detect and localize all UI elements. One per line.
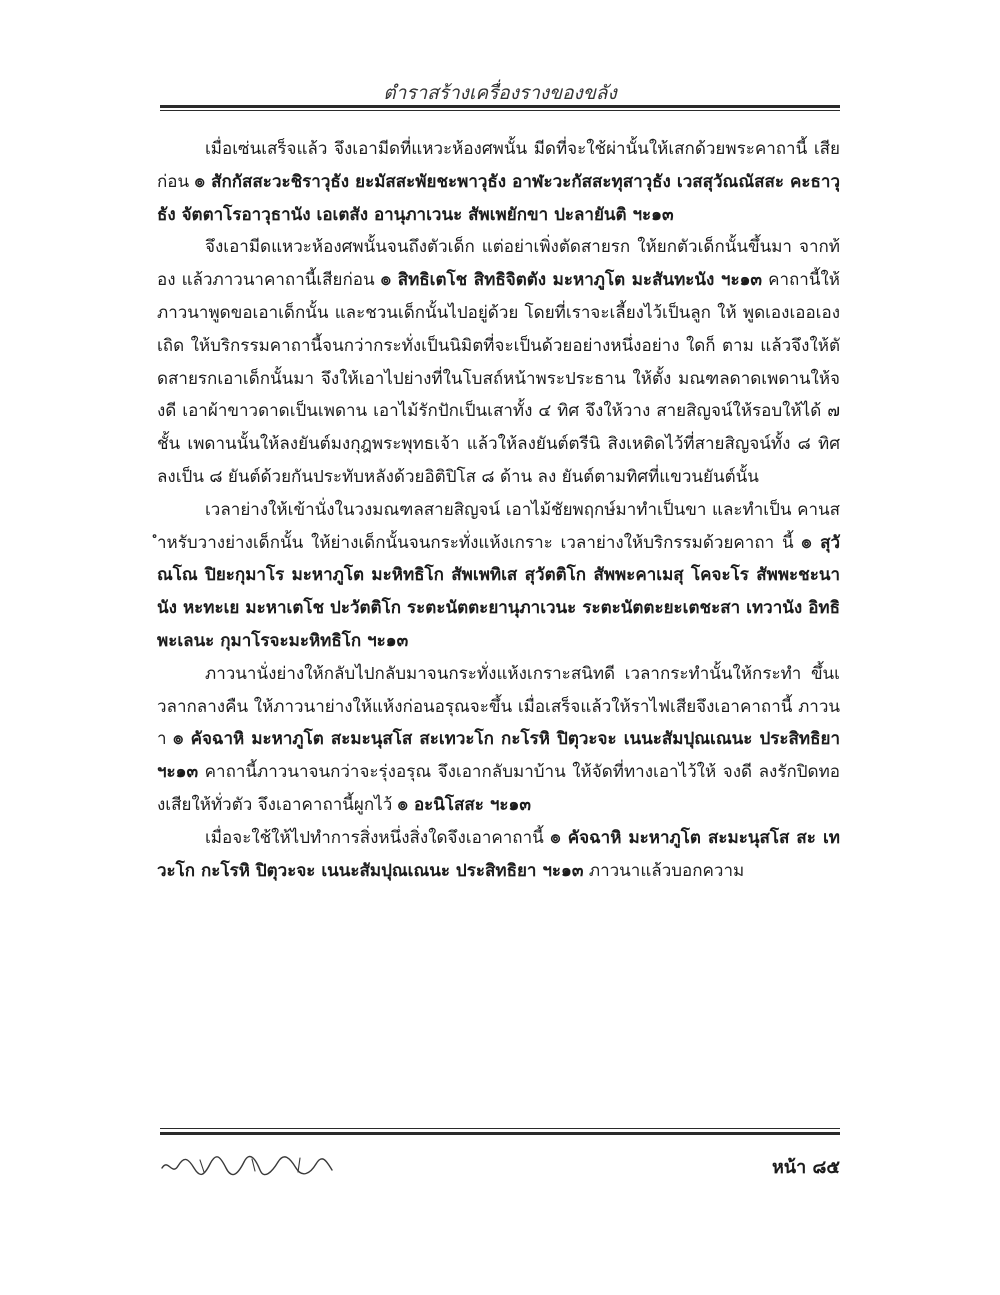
- footer-rule-thin: [160, 1128, 840, 1129]
- page-footer: [160, 1128, 840, 1188]
- text-segment: เมื่อจะใช้ให้ไปทำการสิ่งหนึ่งสิ่งใดจึงเอาคาถานี้: [205, 827, 551, 848]
- header-title: ตำราสร้างเครื่องรางของขลัง: [383, 82, 617, 104]
- incantation: ๏ สุวัณโณ ปิยะกุมาโร มะหาภูโต มะหิทธิโก สัพเพทิเส สุวัตติโก สัพพะคาเมสุ โคจะโร สัพพะชะนานัง หะทะเย มะหาเตโช ปะวัตติโก ระตะนัตตะยานุภาเวนะ ระตะนัตตะยะเตชะสา เทวานัง อิทธิพะเลนะ กุมาโรจะมะหิทธิโก ฯะ๑๓: [157, 532, 840, 651]
- paragraph-5: [157, 822, 840, 888]
- text-segment: เวลาย่างให้เข้านั่งในวงมณฑลสายสิญจน์ เอาไม้ชัยพฤกษ์มาทำเป็นขา และทำเป็น คานสำหรับวางย่างเด็กนั้น ให้ย่างเด็กนั้นจนกระทั่งแห้งเกราะ เวลาย่างให้บริกรรมด้วยคาถา นี้: [157, 499, 840, 553]
- body-text: [157, 133, 840, 887]
- signature-mark: [160, 1150, 335, 1180]
- footer-rule: [160, 1132, 840, 1135]
- text-segment: คาถานี้ภาวนาจนกว่าจะรุ่งอรุณ จึงเอากลับมาบ้าน ให้จัดที่ทางเอาไว้ให้ จงดี ลงรักปิดทองเสียให้ทั่วตัว จึงเอาคาถานี้ผูกไว้: [157, 762, 840, 815]
- incantation: ๏ สักกัสสะวะชิราวุธัง ยะมัสสะพัยชะพาวุธัง อาฬะวะกัสสะทุสาวุธัง เวสสุวัณณัสสะ คะธาวุธัง จัตตาโรอาวุธานัง เอเตสัง อานุภาเวนะ สัพเพยักขา ปะลายันติ ฯะ๑๓: [157, 171, 841, 225]
- paragraph-2: [157, 231, 840, 493]
- incantation: ๏ สิทธิเตโช สิทธิจิตตัง มะหาภูโต มะสันทะนัง ฯะ๑๓: [380, 270, 763, 291]
- page-number: หน้า ๘๕: [771, 1157, 840, 1178]
- paragraph-3: [157, 494, 840, 658]
- text-segment: ภาวนานั่งย่างให้กลับไปกลับมาจนกระทั่งแห้งเกราะสนิทดี เวลากระทำนั้นให้กระทำ ขึ้นเวลากลางคืน ให้ภาวนาย่างให้แห้งก่อนอรุณจะขึ้น เมื่อเสร็จแล้วให้ราไฟเสียจึงเอาคาถานี้ ภาวนา: [157, 663, 840, 750]
- text-segment: เมื่อเซ่นเสร็จแล้ว จึงเอามีดที่แหวะห้องศพนั้น มีดที่จะใช้ผ่านั้นให้เสกด้วยพระคาถานี้ เสียก่อน: [157, 139, 840, 192]
- page-header: [160, 78, 840, 118]
- paragraph-1: [157, 133, 840, 231]
- incantation: ๏ อะนิโสสะ ฯะ๑๓: [397, 794, 531, 815]
- paragraph-4: [157, 658, 840, 822]
- text-segment: ภาวนาแล้วบอกความ: [583, 860, 745, 881]
- incantation: ๏ คัจฉาหิ มะหาภูโต สะมะนุสโส สะ เทวะโก กะโรหิ ปิตุวะจะ เนนะสัมปุณเณนะ ประสิทธิยา ฯะ๑๓: [157, 827, 840, 881]
- text-segment: คาถานี้ให้ภาวนาพูดขอเอาเด็กนั้น และชวนเด็กนั้นไปอยู่ด้วย โดยที่เราจะเลี้ยงไว้เป็นลูก ให้ พูดเองเออเองเถิด ให้บริกรรมคาถานี้จนกว่ากระทั่งเป็นนิมิตที่จะเป็นด้วยอย่างหนึ่งอย่าง ใดก็ ตาม แล้วจึงให้ตัดสายรกเอาเด็กนั้นมา จึงให้เอาไปย่างที่ในโบสถ์หน้าพระประธาน ให้ตั้ง มณฑลดาดเพดานให้จงดี เอาผ้าขาวดาดเป็นเพดาน เอาไม้รักปักเป็นเสาทั้ง ๔ ทิศ จึงให้วาง สายสิญจน์ให้รอบให้ได้ ๗ ชั้น เพดานนั้นให้ลงยันต์มงกุฎพระพุทธเจ้า แล้วให้ลงยันต์ตรีนิ สิงเหติดไว้ที่สายสิญจน์ทั้ง ๘ ทิศ ลงเป็น ๘ ยันต์ด้วยกันประทับหลังด้วยอิติปิโส ๘ ด้าน ลง ยันต์ตามทิศที่แขวนยันต์นั้น: [157, 270, 840, 487]
- text-segment: จึงเอามีดแหวะห้องศพนั้นจนถึงตัวเด็ก แต่อย่าเพิ่งตัดสายรก ให้ยกตัวเด็กนั้นขึ้นมา จากท้อง แล้วภาวนาคาถานี้เสียก่อน: [157, 237, 840, 291]
- header-rule-thin: [160, 110, 840, 111]
- header-rule: [160, 105, 840, 108]
- incantation: ๏ คัจฉาหิ มะหาภูโต สะมะนุสโส สะเทวะโก กะโรหิ ปิตุวะจะ เนนะสัมปุณเณนะ ประสิทธิยา ฯะ๑๓: [157, 729, 840, 783]
